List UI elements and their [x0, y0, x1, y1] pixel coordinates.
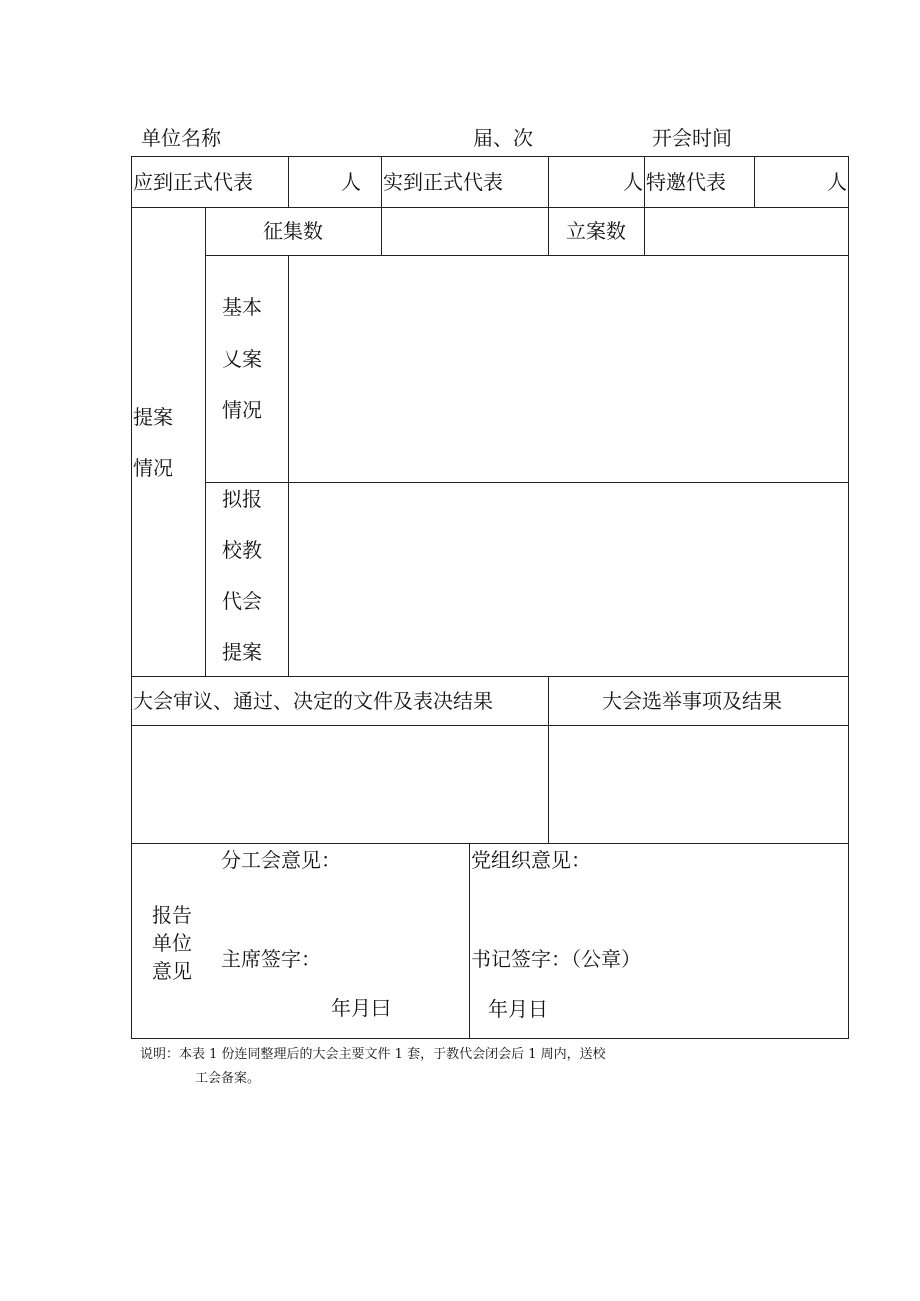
session-label: 届、次 — [473, 126, 533, 150]
secretary-signature-label: 书记签字：（公章） — [471, 947, 641, 971]
union-date-label: 年月曰 — [331, 996, 391, 1020]
proposals-side-label: 提案 — [133, 405, 173, 429]
party-date-label: 年月日 — [488, 997, 548, 1021]
filed-count-label: 立案数 — [566, 219, 626, 243]
school-label-line: 校教 — [222, 538, 262, 562]
election-results-label: 大会选举事项及结果 — [602, 689, 782, 713]
opinion-side-line: 单位 — [152, 931, 192, 955]
opinion-side-line: 意见 — [152, 959, 192, 983]
footnote-line-2: 工会备案。 — [195, 1071, 261, 1086]
unit-name-label: 单位名称 — [141, 126, 221, 150]
documents-results-label: 大会审议、通过、决定的文件及表决结果 — [133, 689, 493, 713]
opinion-side-line: 报告 — [152, 903, 192, 927]
expected-delegates-label: 应到正式代表 — [133, 170, 253, 194]
meeting-time-label: 开会时间 — [652, 126, 732, 150]
basic-label-line: 情况 — [222, 398, 262, 422]
collected-count-label: 征集数 — [263, 219, 323, 243]
special-delegates-unit: 人 — [827, 170, 847, 194]
footnote-line-1: 说明：本表 1 份连同整理后的大会主要文件 1 套，于教代会闭会后 1 周内，送校 — [140, 1047, 606, 1062]
expected-delegates-unit: 人 — [341, 170, 361, 194]
actual-delegates-label: 实到正式代表 — [383, 170, 503, 194]
basic-label-line: 乂案 — [222, 347, 262, 371]
school-label-line: 代会 — [222, 589, 262, 613]
special-delegates-label: 特邀代表 — [646, 170, 726, 194]
actual-delegates-unit: 人 — [623, 170, 643, 194]
basic-label-line: 基本 — [222, 295, 262, 319]
proposals-side-label-2: 情况 — [133, 456, 173, 480]
party-opinion-label: 党组织意见： — [471, 848, 591, 872]
school-label-line: 提案 — [222, 640, 262, 664]
union-opinion-label: 分工会意见： — [221, 848, 341, 872]
chair-signature-label: 主席签字： — [221, 947, 321, 971]
school-label-line: 拟报 — [222, 487, 262, 511]
